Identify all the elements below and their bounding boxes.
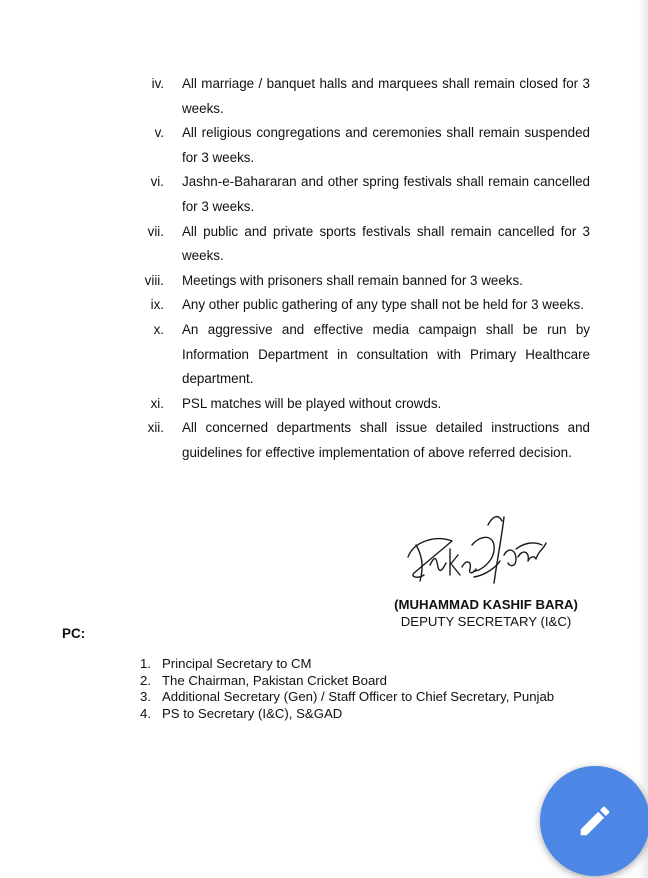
item-text: All religious congregations and ceremonies shall remain suspended for 3 weeks.	[182, 125, 590, 165]
item-number: vi.	[150, 174, 164, 190]
item-number: vii.	[147, 223, 164, 239]
item-number: 1.	[140, 656, 151, 671]
item-text: Meetings with prisoners shall remain banned for 3 weeks.	[182, 272, 523, 288]
list-item	[120, 293, 590, 318]
list-item	[120, 392, 590, 417]
item-number: ix.	[150, 297, 164, 313]
item-number: iv.	[151, 76, 164, 91]
item-number: 3.	[140, 689, 151, 704]
list-item	[120, 72, 590, 121]
list-item	[140, 656, 554, 673]
pencil-icon	[576, 802, 614, 840]
item-number: x.	[153, 321, 164, 337]
item-number: xi.	[150, 395, 164, 411]
list-item	[120, 269, 590, 294]
list-item	[120, 318, 590, 392]
edit-fab-button[interactable]	[540, 766, 648, 876]
decision-list	[120, 72, 590, 466]
item-text: The Chairman, Pakistan Cricket Board	[162, 672, 388, 688]
item-number: 2.	[140, 672, 151, 688]
item-text: PSL matches will be played without crowds.	[182, 395, 442, 411]
item-text: Principal Secretary to CM	[162, 656, 312, 671]
item-text: All public and private sports festivals shall remain cancelled for 3 weeks.	[182, 223, 590, 264]
copy-to-list	[140, 656, 554, 722]
list-item	[140, 706, 554, 723]
signatory-name: (MUHAMMAD KASHIF BARA)	[394, 597, 578, 612]
item-number: 4.	[140, 705, 151, 721]
item-number: v.	[154, 125, 164, 141]
item-text: PS to Secretary (I&C), S&GAD	[162, 705, 343, 721]
item-number: viii.	[144, 272, 164, 288]
handwritten-signature	[400, 505, 560, 595]
signatory-block	[380, 596, 592, 630]
page-edge-shadow	[638, 0, 648, 878]
item-text: Additional Secretary (Gen) / Staff Officer to Chief Secretary, Punjab	[162, 689, 555, 704]
list-item	[120, 121, 590, 170]
list-item	[140, 673, 554, 690]
list-item	[120, 220, 590, 269]
item-text: Jashn-e-Bahararan and other spring festivals shall remain cancelled for 3 weeks.	[182, 174, 590, 214]
item-text: All concerned departments shall issue detailed instructions and guidelines for effective implementation of above referred decision.	[182, 420, 590, 460]
pc-label: PC:	[62, 626, 86, 641]
list-item	[120, 170, 590, 219]
item-text: Any other public gathering of any type shall not be held for 3 weeks.	[182, 297, 584, 313]
signatory-designation: DEPUTY SECRETARY (I&C)	[400, 614, 572, 629]
item-number: xii.	[147, 420, 164, 436]
list-item	[140, 689, 554, 706]
item-text: An aggressive and effective media campaign shall be run by Information Department in consultation with Primary Healthcare department.	[182, 321, 590, 387]
list-item	[120, 416, 590, 465]
item-text: All marriage / banquet halls and marquees shall remain closed for 3 weeks.	[182, 76, 590, 116]
